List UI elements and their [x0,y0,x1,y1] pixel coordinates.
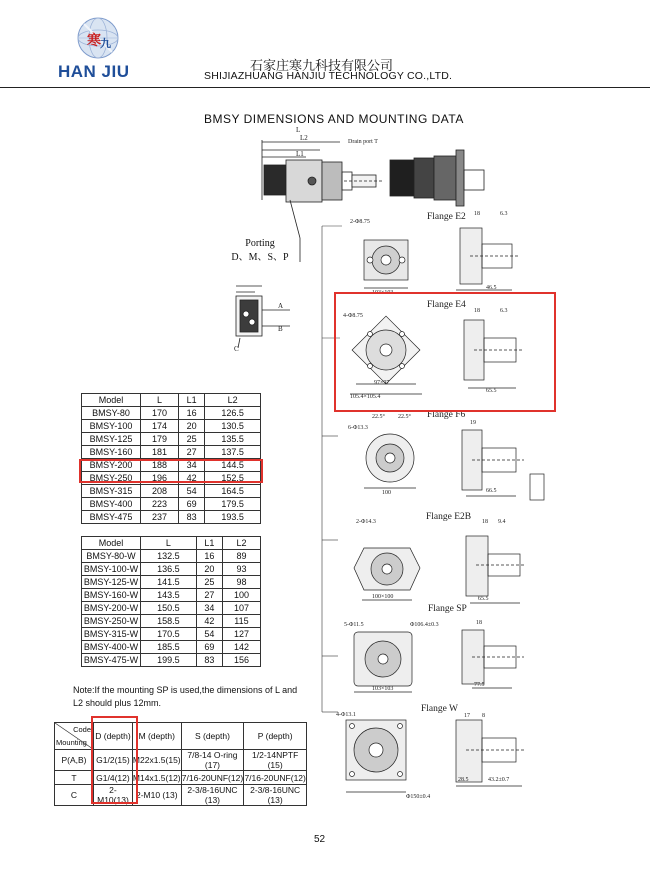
table-cell: BMSY-100-W [82,563,141,576]
flange-w-label: Flange W [421,704,459,714]
corner-code-label: Code [73,725,91,734]
table-cell: 98 [222,576,260,589]
table-header-cell: L1 [196,537,222,550]
table-row [82,641,261,654]
flange-sp-dim: 18 [476,620,482,626]
table-cell: 2-M10(13) [94,785,133,806]
table-header-cell: L [141,394,179,407]
bmsy-200-highlight-box [79,459,263,483]
table-row [82,602,261,615]
table-cell: 185.5 [141,641,197,654]
table-cell: 170 [141,407,179,420]
table-cell: C [55,785,94,806]
table-cell: BMSY-160 [82,446,141,459]
flange-sp-dim: 77.5 [474,682,485,688]
table-header-row [82,394,261,407]
flange-f6-label: Flange F6 [427,410,466,420]
table-cell: 144.5 [205,459,261,472]
table-row [82,446,261,459]
table-cell: 69 [179,498,205,511]
table-cell: 164.5 [205,485,261,498]
table-cell: BMSY-250-W [82,615,141,628]
logo-glyph: 寒 [87,33,101,49]
flange-e4-dim: 65.5 [486,388,497,394]
table-cell: 7/8-14 O-ring (17) [181,750,244,771]
table-cell: BMSY-80-W [82,550,141,563]
flange-e2-drawing [364,228,520,290]
table-cell: BMSY-125-W [82,576,141,589]
table-cell: 193.5 [205,511,261,524]
table-cell: 42 [179,472,205,485]
flange-e4-dim: 97×97 [374,380,390,386]
flange-e2b-dim: 65.5 [478,596,489,602]
table-cell: 83 [196,654,222,667]
dim-l2-label: L2 [300,134,308,142]
table-header-cell: Model [82,394,141,407]
page-number: 52 [314,834,326,845]
flange-sp-dim: 5-Φ11.5 [344,622,364,628]
table-cell: 100 [222,589,260,602]
flange-e2-dim: 103×103 [372,290,394,296]
table-header-cell: L2 [222,537,260,550]
table-cell: 143.5 [141,589,197,602]
table-cell: 188 [141,459,179,472]
flange-e4-dim: 6.3 [500,308,508,314]
table-row [82,615,261,628]
table-cell: P(A,B) [55,750,94,771]
flange-f6-dim: 22.5° [372,414,385,420]
table-cell: BMSY-475 [82,511,141,524]
company-name-cn: 石家庄寒九科技有限公司 [250,58,394,73]
table-cell: 130.5 [205,420,261,433]
table-cell: 27 [196,589,222,602]
flange-e4-dim: 105.4×105.4 [350,394,381,400]
table-cell: BMSY-100 [82,420,141,433]
brand-name: HAN JIU [58,62,130,81]
flange-e2b-dim: 2-Φ14.3 [356,519,376,525]
table-cell: 83 [179,511,205,524]
table-cell: 25 [179,433,205,446]
table-cell: 127 [222,628,260,641]
table-cell: 20 [179,420,205,433]
sp-mounting-note: Note:If the mounting SP is used,the dimensions of L and L2 should plus 12mm. [73,685,298,708]
flange-f6-dim: 66.5 [486,488,497,494]
table-cell: 34 [196,602,222,615]
table-header-cell: L [141,537,197,550]
table-cell: M14x1.5(12) [132,772,181,783]
table-cell: 2-3/8-16UNC (13) [244,785,307,806]
flange-w-dim: 8 [482,713,485,719]
table-cell: 199.5 [141,654,197,667]
table-cell: 196 [141,472,179,485]
porting-block [236,286,290,348]
d-depth-column-highlight-box [91,716,138,804]
table-row [82,550,261,563]
table-cell: M22x1.5(15) [132,750,181,771]
flange-sp-dim: 103×103 [372,686,394,692]
table-cell: 135.5 [205,433,261,446]
table-row [82,576,261,589]
company-name-en: SHIJIAZHUANG HANJIU TECHNOLOGY CO.,LTD. [204,70,453,82]
flange-e2b-dim: 18 [482,519,488,525]
table-cell: G1/2(15) [94,750,133,771]
svg-text:九: 九 [100,37,111,50]
flange-sp-label: Flange SP [428,604,467,614]
table-cell: 89 [222,550,260,563]
flange-e2-dim: 18 [474,211,480,217]
dimensions-table-w [81,536,261,667]
table-cell: 237 [141,511,179,524]
table-cell: BMSY-125 [82,433,141,446]
flange-f6-drawing [364,430,544,500]
table-cell: 54 [196,628,222,641]
flange-e2-dim: 6.3 [500,211,508,217]
flange-w-dim: 17 [464,713,470,719]
table-cell: 126.5 [205,407,261,420]
table-cell: 179 [141,433,179,446]
table-header-cell: Model [82,537,141,550]
table-cell: G1/4(12) [94,771,133,785]
dim-l-label: L [296,126,301,134]
table-cell: 152.5 [205,472,261,485]
table-row [82,433,261,446]
table-row [82,628,261,641]
table-cell: 156 [222,654,260,667]
table-cell: 208 [141,485,179,498]
table-row [82,407,261,420]
table-cell: 136.5 [141,563,197,576]
porting-label [230,237,290,265]
table-header-cell: M (depth) [132,723,181,750]
flange-e4-highlight-box [334,292,556,412]
table-cell: 174 [141,420,179,433]
flange-sp-drawing [354,630,524,692]
flange-sp-dim: Φ106.4±0.3 [410,622,439,628]
table-cell: 34 [179,459,205,472]
table-cell: 223 [141,498,179,511]
flange-w-dim: Φ150±0.4 [406,794,431,800]
port-b-label: B [278,325,283,333]
table-header-cell: D (depth) [94,723,133,750]
table-cell: 25 [196,576,222,589]
flange-f6-dim: 22.5° [398,414,411,420]
table-cell: 137.5 [205,446,261,459]
porting-title: Porting [245,238,275,249]
table-header-cell: L1 [179,394,205,407]
table-cell: 27 [179,446,205,459]
flange-e2-dim: 46.5 [486,285,497,291]
flange-f6-dim: 19 [470,420,476,426]
flange-e4-dim: 4-Φ8.75 [343,313,363,319]
drain-port-label: Drain port T [348,139,378,145]
flange-e4-dim: 18 [474,308,480,314]
table-cell: 107 [222,602,260,615]
table-cell: BMSY-200-W [82,602,141,615]
table-header-cell: L2 [205,394,261,407]
table-cell: 170.5 [141,628,197,641]
table-cell: BMSY-315 [82,485,141,498]
table-cell: 54 [179,485,205,498]
table-cell: BMSY-250 [82,472,141,485]
table-cell: 93 [222,563,260,576]
table-cell: 7/16-20UNF(12) [244,772,306,783]
table-cell: 42 [196,615,222,628]
flange-e2-label: Flange E2 [427,212,466,222]
table-cell: BMSY-475-W [82,654,141,667]
table-cell: T [55,771,94,785]
table-row [82,563,261,576]
corner-mounting-label: Mounting [56,738,87,747]
flange-e2b-dim: 9.4 [498,519,506,525]
table-cell: 158.5 [141,615,197,628]
flange-w-dim: 28.5 [458,777,469,783]
table-header-cell: P (depth) [244,723,307,750]
table-cell: 142 [222,641,260,654]
flange-e4-label: Flange E4 [427,300,466,310]
table-cell: 132.5 [141,550,197,563]
table-cell: 20 [196,563,222,576]
table-header-row [82,537,261,550]
table-cell: BMSY-80 [82,407,141,420]
table-cell: BMSY-200 [82,459,141,472]
table-cell: 16 [196,550,222,563]
table-cell: BMSY-400 [82,498,141,511]
flange-e2b-drawing [354,536,526,603]
flange-w-dim: 43.2±0.7 [488,777,510,783]
flange-f6-dim: 6-Φ13.3 [348,425,368,431]
table-cell: 69 [196,641,222,654]
table-row [82,589,261,602]
page-title: BMSY DIMENSIONS AND MOUNTING DATA [204,112,464,126]
table-cell: 141.5 [141,576,197,589]
flange-w-dim: 4-Φ13.1 [336,712,356,718]
table-cell: 179.5 [205,498,261,511]
port-c-label: C [234,345,239,353]
header-divider [0,87,650,88]
table-row [82,485,261,498]
table-cell: 16 [179,407,205,420]
table-cell: 1/2-14NPTF (15) [244,750,307,771]
table-row [82,498,261,511]
table-cell: 2-3/8-16UNC (13) [181,785,244,806]
table-cell: BMSY-400-W [82,641,141,654]
table-cell: 115 [222,615,260,628]
table-cell: 150.5 [141,602,197,615]
dim-l1-label: L1 [296,150,304,158]
flange-e2-dim: 2-Φ8.75 [350,219,370,225]
flange-f6-dim: 100 [382,490,391,496]
table-row [82,654,261,667]
table-row [82,511,261,524]
table-cell: 7/16-20UNF(12) [181,772,244,783]
table-header-cell: S (depth) [181,723,244,750]
code-mounting-corner-cell [55,723,94,750]
table-cell: 2-M10 (13) [132,785,181,806]
flange-e2b-dim: 100×100 [372,594,394,600]
table-row [82,420,261,433]
port-a-label: A [278,302,284,310]
flange-e2b-label: Flange E2B [426,512,472,522]
table-cell: BMSY-315-W [82,628,141,641]
porting-types: D、M、S、P [231,252,289,263]
table-cell: 181 [141,446,179,459]
table-cell: BMSY-160-W [82,589,141,602]
